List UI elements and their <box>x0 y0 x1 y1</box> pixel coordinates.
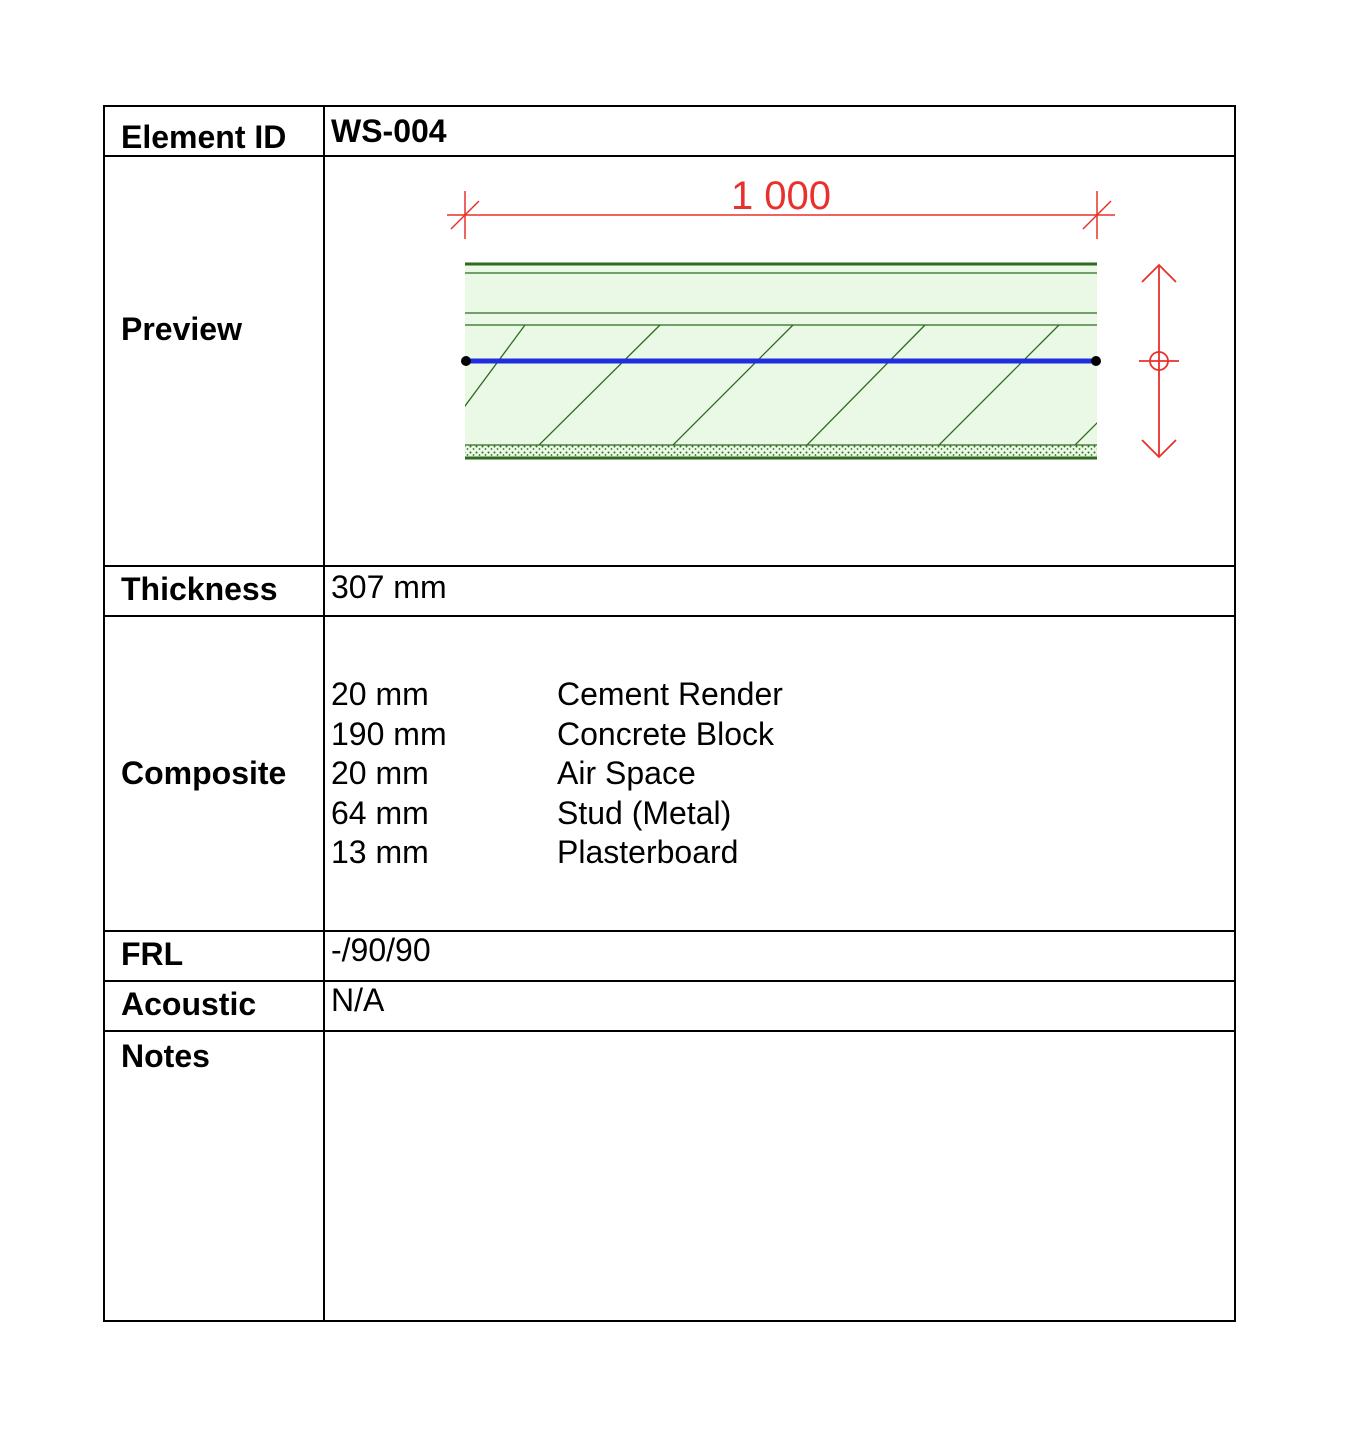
acoustic-value: N/A <box>331 982 385 1018</box>
row-notes <box>105 1032 1234 1320</box>
thickness-value: 307 mm <box>331 569 447 605</box>
frl-value: -/90/90 <box>331 932 431 968</box>
layer-thickness: 13 mm <box>331 834 429 870</box>
row-element-id <box>105 107 1234 157</box>
row-composite <box>105 617 1234 932</box>
layer-material: Air Space <box>557 755 696 791</box>
layer-thickness: 190 mm <box>331 715 447 752</box>
preview-label: Preview <box>121 311 242 347</box>
layer-thickness: 20 mm <box>331 755 429 791</box>
row-preview <box>105 157 1234 567</box>
element-id-value: WS-004 <box>331 113 447 149</box>
wall-preview <box>325 157 1234 565</box>
wall-section <box>405 263 1195 487</box>
notes-label: Notes <box>121 1038 210 1074</box>
composite-label: Composite <box>121 755 287 791</box>
layer-material: Concrete Block <box>557 715 774 752</box>
acoustic-label: Acoustic <box>121 986 257 1022</box>
element-id-label: Element ID <box>121 119 287 155</box>
layer-material: Plasterboard <box>557 834 739 870</box>
reference-node-end <box>1091 356 1101 366</box>
thickness-label: Thickness <box>121 571 278 607</box>
row-acoustic <box>105 982 1234 1032</box>
dimension-text: 1 000 <box>730 174 832 218</box>
frl-label: FRL <box>121 936 184 972</box>
reference-node-start <box>461 356 471 366</box>
row-thickness <box>105 567 1234 617</box>
flip-arrow-icon <box>1139 265 1179 457</box>
row-frl <box>105 932 1234 982</box>
layer-material: Stud (Metal) <box>557 794 732 831</box>
layer-material: Cement Render <box>557 676 783 712</box>
layer-thickness: 64 mm <box>331 794 429 831</box>
element-sheet <box>103 105 1236 1322</box>
layer-thickness: 20 mm <box>331 676 429 712</box>
